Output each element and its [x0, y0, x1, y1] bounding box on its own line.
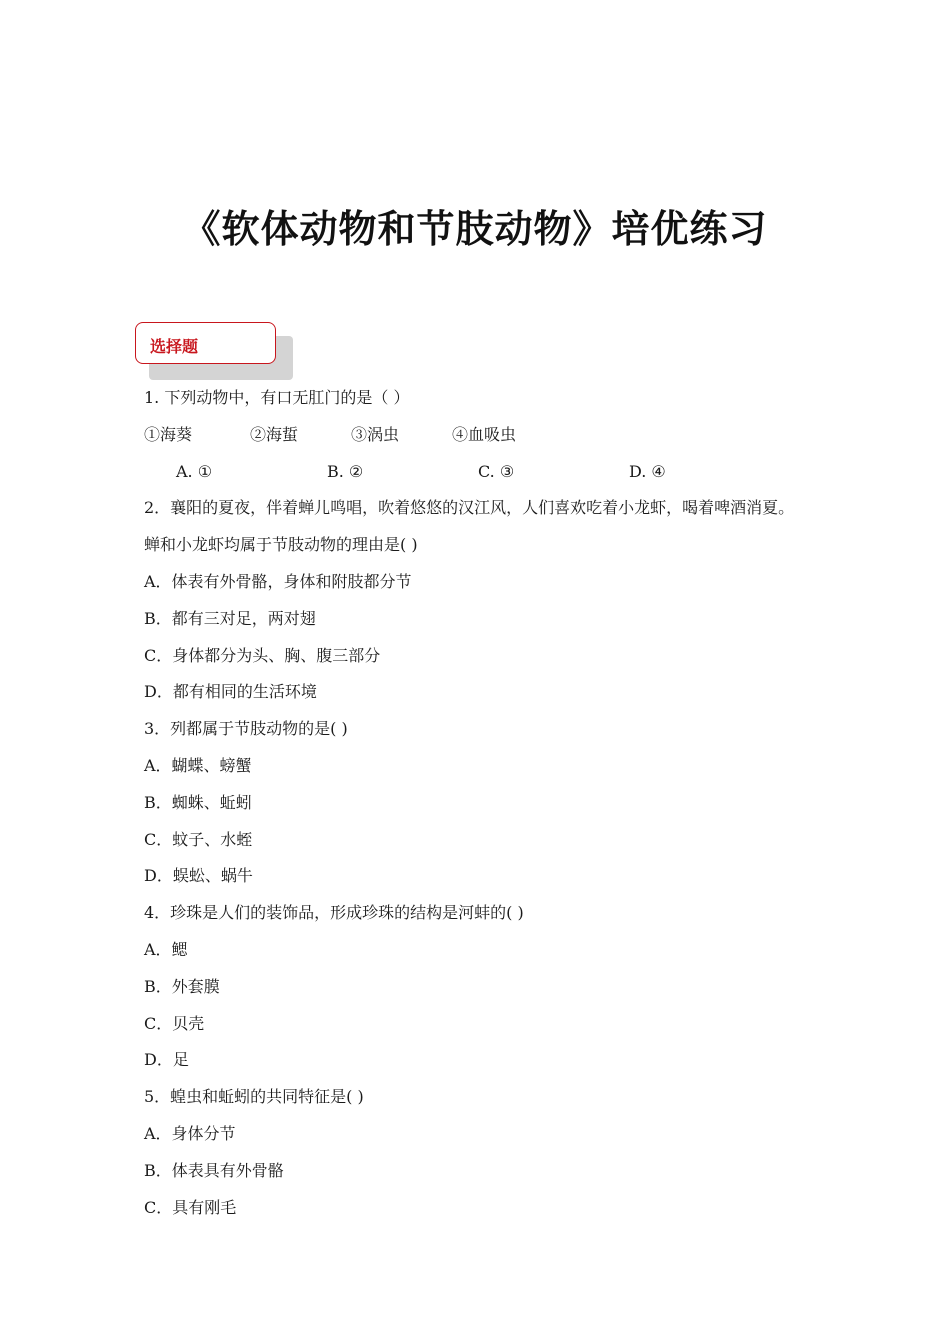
question-1-choice: A. ①: [176, 461, 213, 481]
question-1-item: ③涡虫: [351, 424, 400, 444]
question-2-option: B．都有三对足，两对翅: [144, 608, 316, 628]
question-4-option: D．足: [144, 1050, 189, 1070]
section-badge: [135, 322, 295, 380]
question-4-stem: 4．珍珠是人们的装饰品，形成珍珠的结构是河蚌的( ): [144, 903, 524, 923]
badge-box: [135, 322, 276, 364]
question-3-option: C．蚊子、水蛭: [144, 829, 253, 849]
question-5-option: B．体表具有外骨骼: [144, 1160, 284, 1180]
question-3-option: A．蝴蝶、螃蟹: [144, 755, 252, 775]
question-4-option: C．贝壳: [144, 1013, 205, 1033]
question-2-option: D．都有相同的生活环境: [144, 682, 317, 702]
question-5-option: A．身体分节: [144, 1123, 236, 1143]
document-title: 《软体动物和节肢动物》培优练习: [182, 207, 768, 251]
question-2-stem: 2．襄阳的夏夜，伴着蝉儿鸣唱，吹着悠悠的汉江风，人们喜欢吃着小龙虾，喝着啤酒消夏。: [144, 498, 795, 518]
question-1-choices: [144, 459, 864, 496]
section-label: 选择题: [150, 337, 199, 356]
question-1-choice: C. ③: [478, 461, 515, 481]
question-3-option: B．蜘蛛、蚯蚓: [144, 792, 252, 812]
question-3-stem: 3．列都属于节肢动物的是( ): [144, 719, 348, 739]
question-5-stem: 5．蝗虫和蚯蚓的共同特征是( ): [144, 1087, 364, 1107]
question-4-option: B．外套膜: [144, 976, 220, 996]
question-1-item: ②海蜇: [250, 424, 299, 444]
question-2-option: C．身体都分为头、胸、腹三部分: [144, 645, 381, 665]
question-4-option: A．鳃: [144, 939, 188, 959]
question-3-option: D．蜈蚣、蜗牛: [144, 866, 253, 886]
question-1-items: [144, 422, 864, 459]
question-1-choice: B. ②: [327, 461, 364, 481]
question-1-item: ④血吸虫: [452, 424, 517, 444]
question-5-option: C．具有刚毛: [144, 1197, 237, 1217]
question-1-stem: 1. 下列动物中，有口无肛门的是（ ）: [144, 388, 410, 407]
question-list: [144, 385, 864, 1231]
question-2-option: A．体表有外骨骼，身体和附肢都分节: [144, 571, 412, 591]
question-1-item: ①海葵: [144, 424, 193, 444]
question-1-choice: D. ④: [629, 461, 666, 481]
question-2-stem-continued: 蝉和小龙虾均属于节肢动物的理由是( ): [144, 535, 418, 555]
